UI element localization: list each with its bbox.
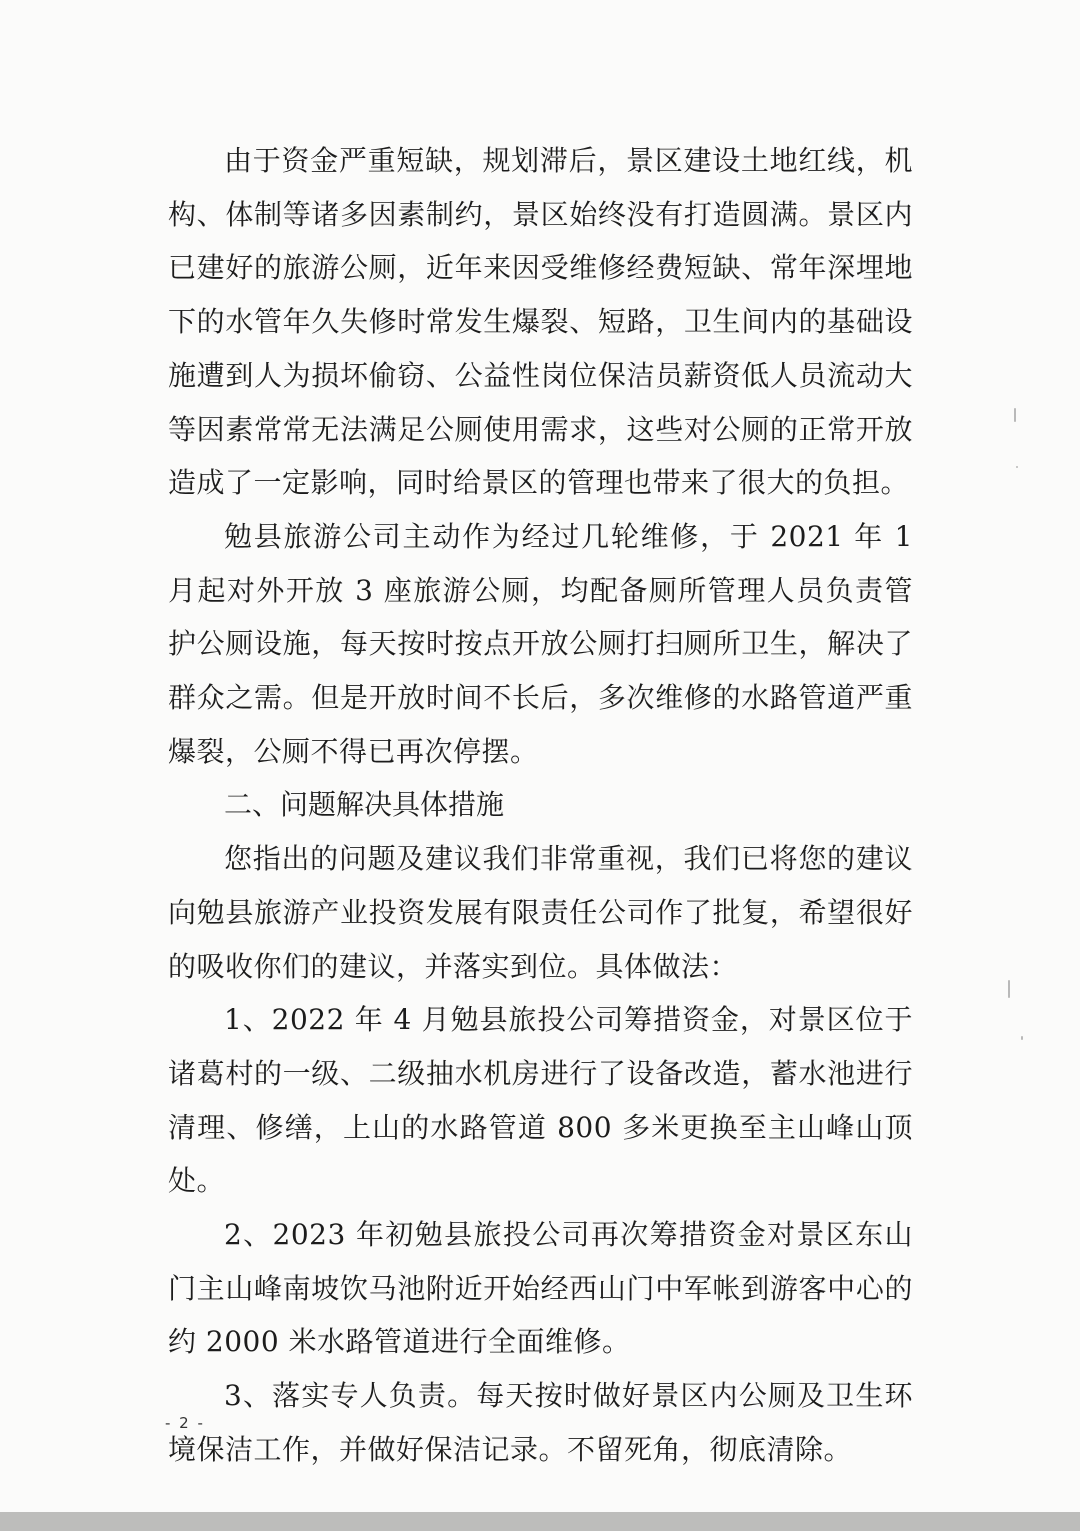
measure-item-1: 1、2022 年 4 月勉县旅投公司筹措资金，对景区位于诸葛村的一级、二级抽水机房进行了设备改造，蓄水池进行清理、修缮，上山的水路管道 800 多米更换至主山峰山顶处。 <box>168 1003 913 1198</box>
page-number: - 2 - <box>165 1414 205 1432</box>
paragraph-actions: 勉县旅游公司主动作为经过几轮维修，于 2021 年 1 月起对外开放 3 座旅游公厕，均配备厕所管理人员负责管护公厕设施，每天按时按点开放公厕打扫厕所卫生，解决了群众之需。但是开放时间不长后，多次维修的水路管道严重爆裂，公厕不得已再次停摆。 <box>168 519 913 768</box>
measure-item-2: 2、2023 年初勉县旅投公司再次筹措资金对景区东山门主山峰南坡饮马池附近开始经西山门中军帐到游客中心的约 2000 米水路管道进行全面维修。 <box>168 1218 913 1359</box>
document-body <box>168 134 913 1477</box>
scan-speck <box>1021 1036 1023 1040</box>
paragraph-intro: 您指出的问题及建议我们非常重视，我们已将您的建议向勉县旅游产业投资发展有限责任公司作了批复，希望很好的吸收你们的建议，并落实到位。具体做法： <box>168 842 913 983</box>
scan-speck <box>1014 408 1016 422</box>
scan-bottom-edge <box>0 1512 1080 1531</box>
scan-speck <box>1008 980 1010 998</box>
scan-speck <box>1016 466 1018 468</box>
measure-item-3: 3、落实专人负责。每天按时做好景区内公厕及卫生环境保洁工作，并做好保洁记录。不留死角，彻底清除。 <box>168 1379 913 1466</box>
section-heading: 二、问题解决具体措施 <box>224 788 505 822</box>
paragraph-background: 由于资金严重短缺，规划滞后，景区建设土地红线，机构、体制等诸多因素制约，景区始终没有打造圆满。景区内已建好的旅游公厕，近年来因受维修经费短缺、常年深埋地下的水管年久失修时常发生爆裂、短路，卫生间内的基础设施遭到人为损坏偷窃、公益性岗位保洁员薪资低人员流动大等因素常常无法满足公厕使用需求，这些对公厕的正常开放造成了一定影响，同时给景区的管理也带来了很大的负担。 <box>168 144 913 500</box>
